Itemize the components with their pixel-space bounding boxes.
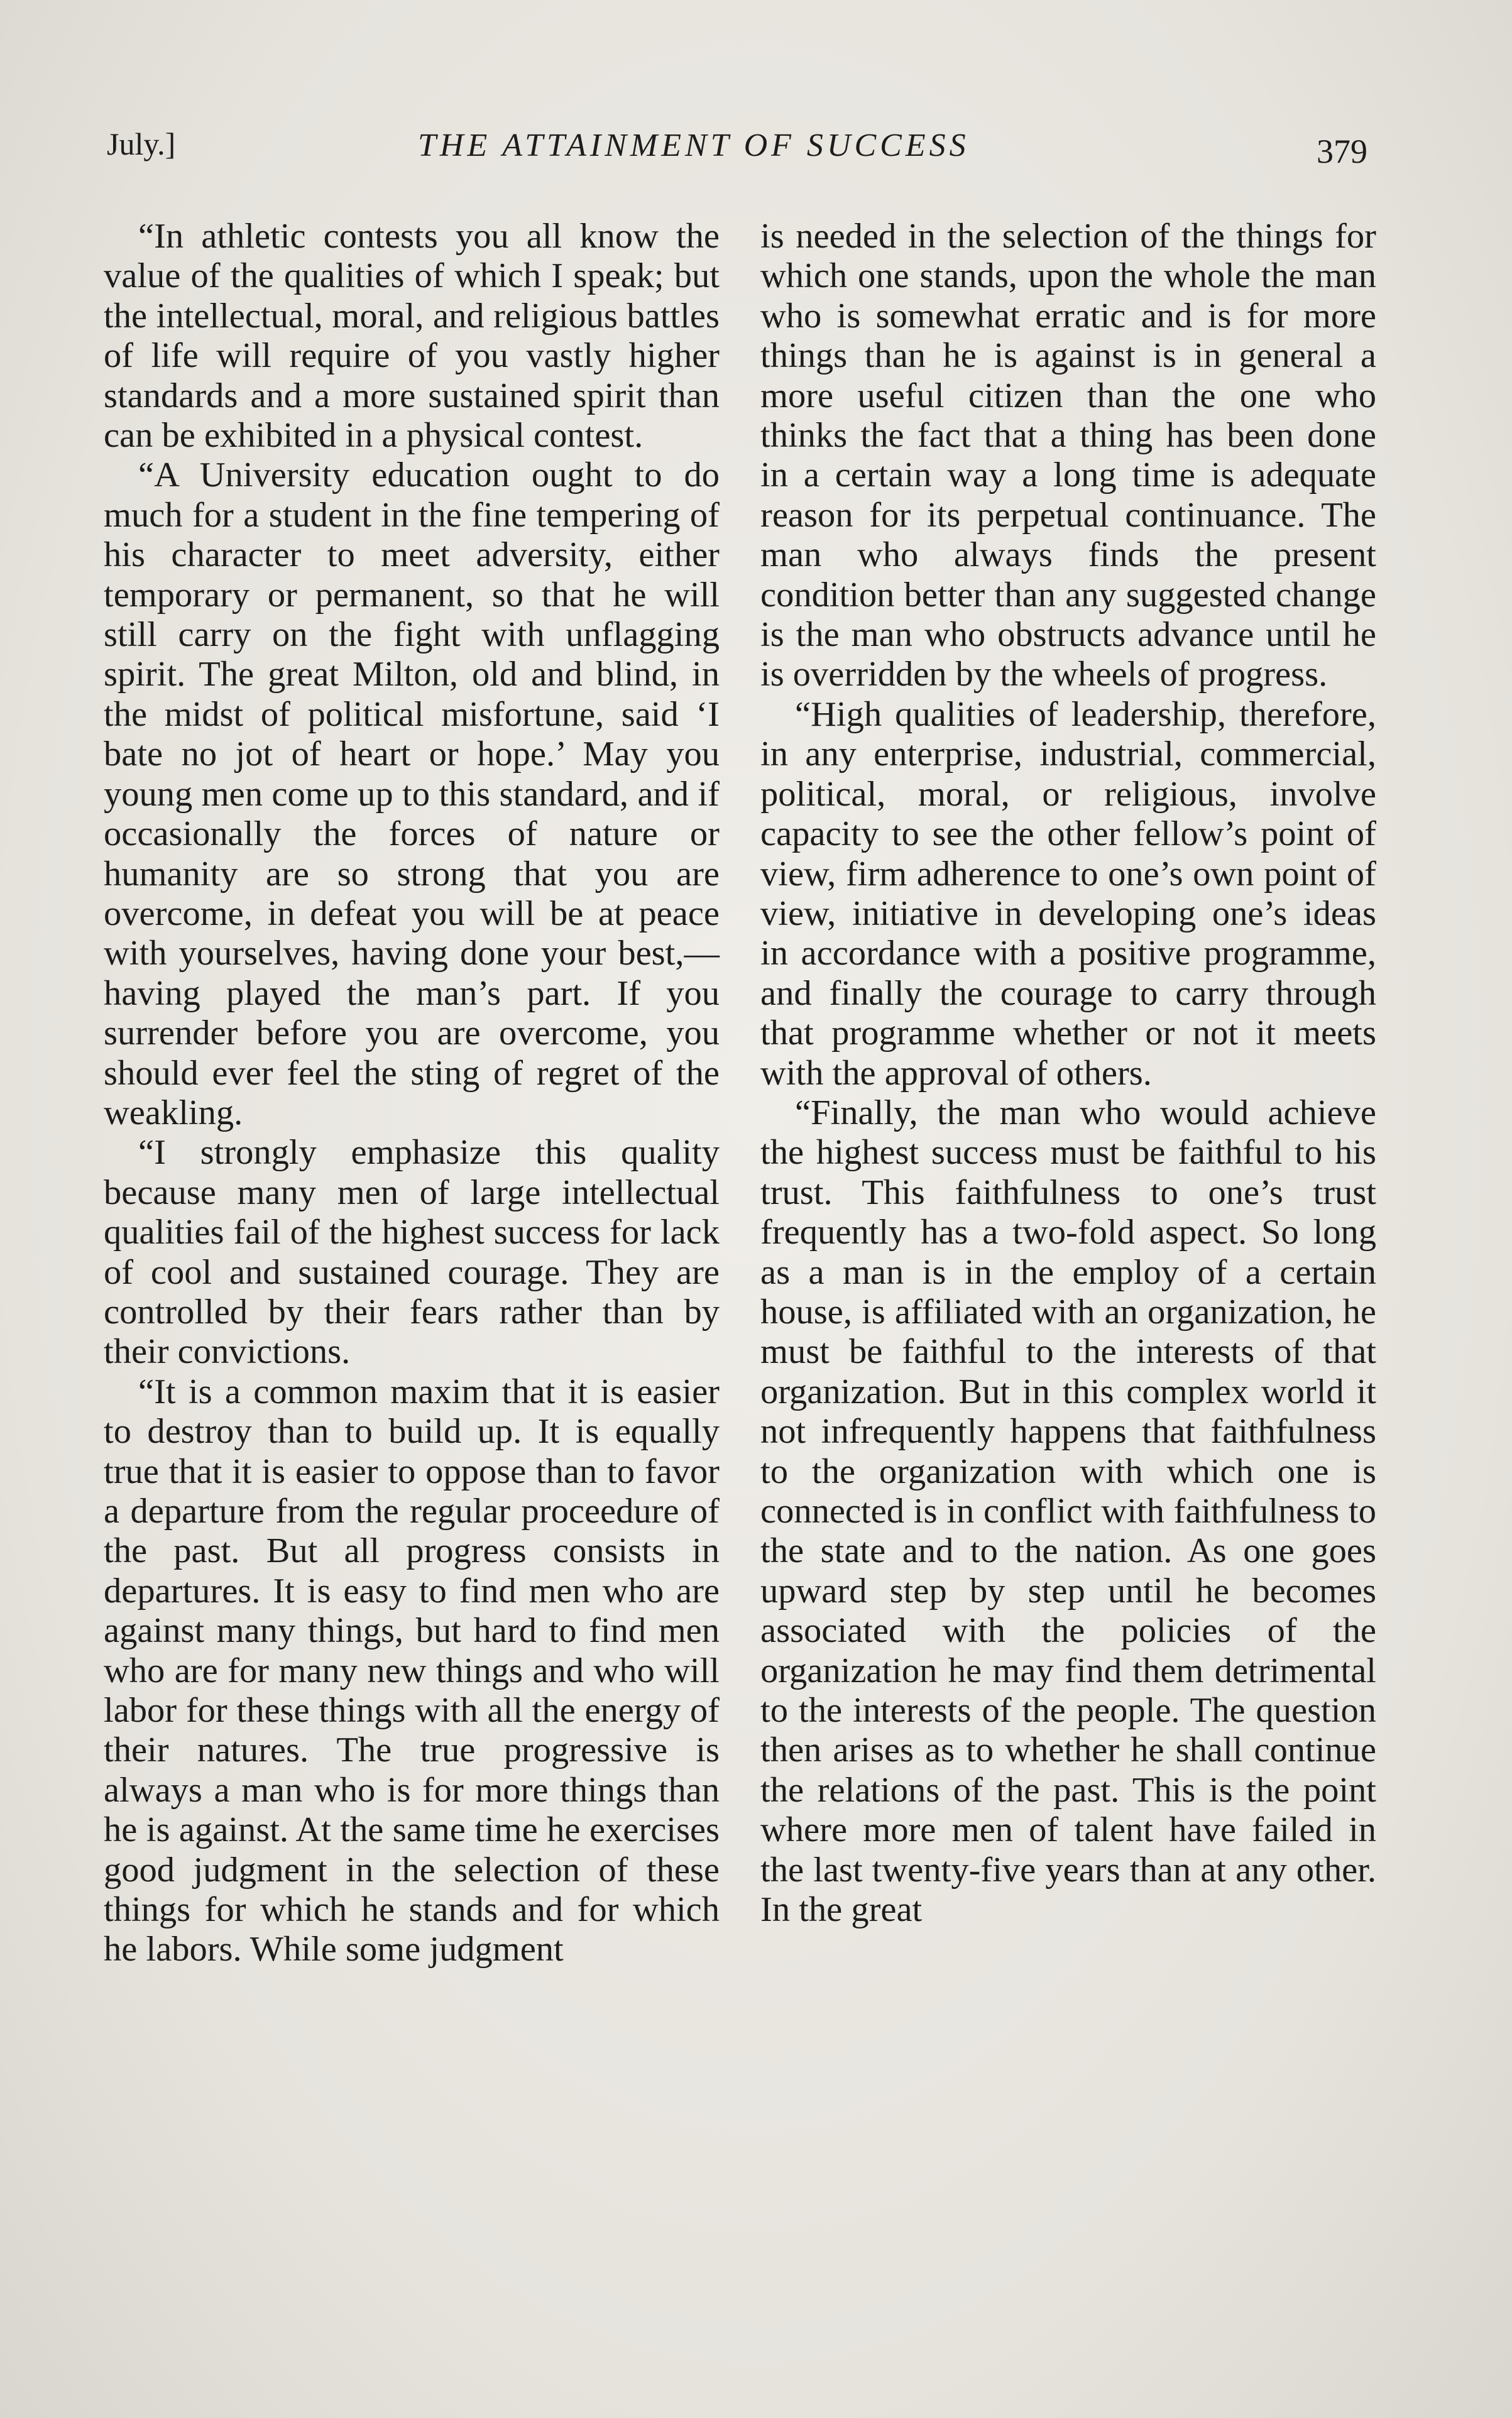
running-header (107, 119, 1367, 176)
left-column (104, 217, 720, 1970)
paragraph: “High qualities of leadership, therefore, in any enterprise, industrial, commercial, political, moral, or religious, involve capacity to see the other fellow’s point of view, firm adherence to one’s own point of view, initiative in developing one’s ideas in accordance with a positive programme, and finally the courage to carry through that programme whether or not it meets with the approval of others. (760, 694, 1376, 1093)
right-column (760, 217, 1376, 1930)
header-month: July.] (107, 126, 176, 161)
paragraph: “It is a common maxim that it is easier to destroy than to build up. It is equally true that it is easier to oppose than to favor a departure from the regular proceedure of the past. But all progress consists in departures. It is easy to find men who are against many things, but hard to find men who are for many new things and who will labor for these things with all the energy of their natures. The true progressive is always a man who is for more things than he is against. At the same time he exercises good judgment in the selection of these things for which he stands and for which he labors. While some judgment (104, 1372, 720, 1969)
page-number: 379 (1317, 133, 1367, 170)
paragraph: “I strongly emphasize this quality because many men of large intellectual qualities fail of the highest success for lack of cool and sustained courage. They are controlled by their fears rather than by their convictions. (104, 1133, 720, 1372)
paragraph: “In athletic contests you all know the value of the qualities of which I speak; but the intellectual, moral, and religious battles of life will require of you vastly higher standards and a more sustained spirit than can be exhibited in a physical contest. (104, 217, 720, 456)
paragraph: “Finally, the man who would achieve the highest success must be faithful to his trust. This faithfulness to one’s trust frequently has a two-fold aspect. So long as a man is in the employ of a certain house, is affiliated with an organization, he must be faithful to the interests of that organization. But in this complex world it not infrequently happens that faithfulness to the organization with which one is connected is in conflict with faithfulness to the state and to the nation. As one goes upward step by step until he becomes associated with the policies of the organization he may find them detrimental to the interests of the people. The question then arises as to whether he shall continue the relations of the past. This is the point where more men of talent have failed in the last twenty-five years than at any other. In the great (760, 1093, 1376, 1930)
paragraph-continued: is needed in the selection of the things for which one stands, upon the whole the man who is somewhat erratic and is for more things than he is against is in general a more useful citizen than the one who thinks the fact that a thing has been done in a certain way a long time is adequate reason for its perpetual continuance. The man who always finds the present condition better than any suggested change is the man who obstructs advance until he is overridden by the wheels of progress. (760, 217, 1376, 694)
header-title: THE ATTAINMENT OF SUCCESS (418, 128, 970, 163)
paragraph: “A University education ought to do much for a student in the fine tempering of his character to meet adversity, either temporary or permanent, so that he will still carry on the fight with unflagging spirit. The great Milton, old and blind, in the midst of political misfortune, said ‘I bate no jot of heart or hope.’ May you young men come up to this standard, and if occasionally the forces of nature or humanity are so strong that you are overcome, in defeat you will be at peace with yourselves, having done your best,—having played the man’s part. If you surrender before you are overcome, you should ever feel the sting of regret of the weakling. (104, 456, 720, 1132)
